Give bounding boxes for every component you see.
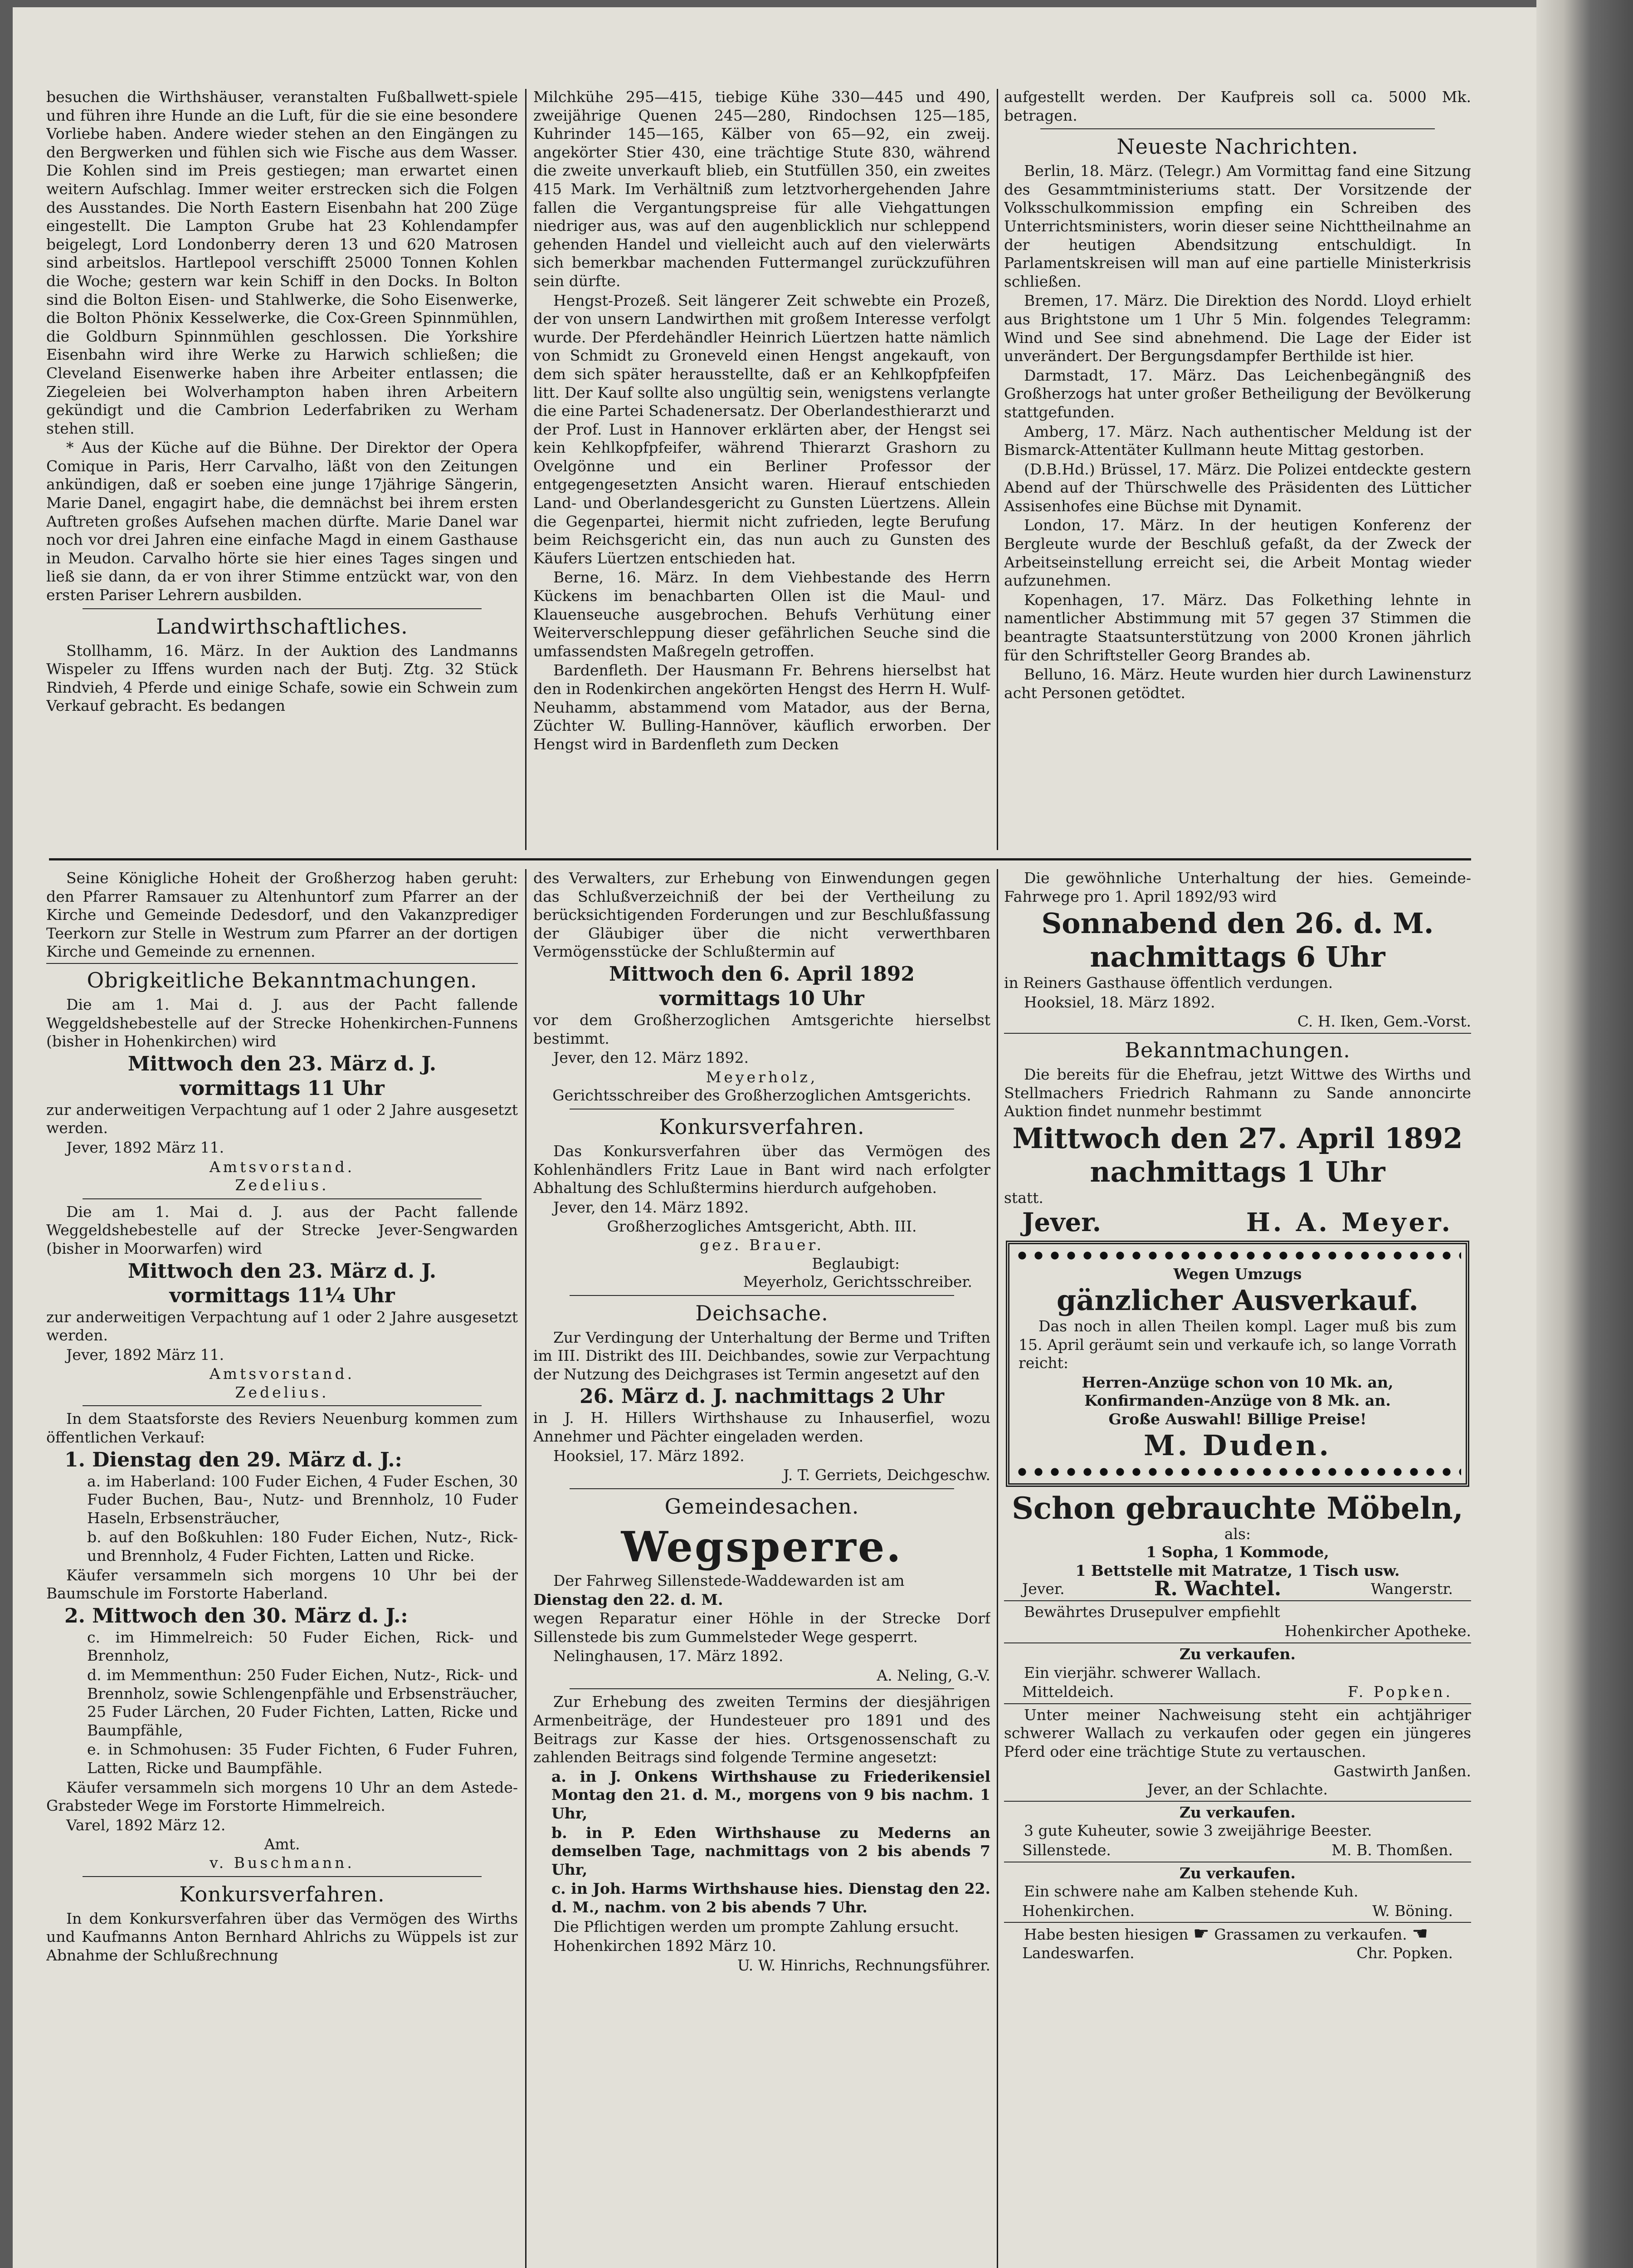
bottom-column-1 — [46, 869, 518, 2268]
paragraph-prices: Milchkühe 295—415, tiebige Kühe 330—445 und 490, zweijährige Quenen 245—280, Rindochsen 125—185, Kuhrinder 145—165, Kälber von 65—92, ein zweij. angekörter Stier 430, eine trächtige Stute 830, während die zweite unverkauft blieb, ein Stutfüllen 350, ein zweites 415 Mark. Im Verhältniß zum letztvorhergehenden Jahre fallen die Vergantungspreise für alle Viehgattungen niedriger aus, was auf den augenblicklich nur schleppend gehenden Handel und vielleicht auch auf den vielerwärts sich bemerkbar machenden Futtermangel zurückzuführen sein dürfte. — [533, 88, 990, 290]
staatsforst-text: In dem Staatsforste des Reviers Neuenburg kommen zum öffentlichen Verkauf: — [46, 1410, 518, 1447]
ausv-sig: M. Duden. — [1143, 1428, 1332, 1462]
ausv-line-3: Große Auswahl! Billige Preise! — [1108, 1410, 1367, 1428]
rahmann-place: Jever. — [1022, 1207, 1102, 1238]
bekannt-heading: Bekanntmachungen. — [1125, 1037, 1350, 1062]
column-rule — [525, 89, 526, 850]
top-column-1 — [46, 88, 518, 850]
forst-amt: Amt. — [264, 1835, 300, 1853]
armen-a: a. in J. Onkens Wirthshause zu Friederikensiel Montag den 21. d. M., morgens von 9 bis nachm. 1 Uhr, — [551, 1767, 990, 1822]
newspaper-page — [13, 7, 1536, 2268]
ausverkauf-ad — [1006, 1241, 1469, 1486]
divider — [1004, 1642, 1471, 1643]
paragraph-grossherzog: Seine Königliche Hoheit der Großherzog haben geruht: den Pfarrer Ramsauer zu Altenhuntorf zum Pfarrer an der Kirche und Gemeinde Dedesdorf, und den Vakanzprediger Teerkorn zur Stelle in Westrum zum Pfarrer an der dortigen Kirche und Gemeinde zu ernennen. — [46, 869, 518, 961]
konk2-text: Das Konkursverfahren über das Vermögen des Kohlenhändlers Fritz Laue in Bant wird nach erfolgter Abhaltung des Schlußtermins hierdurch aufgehoben. — [533, 1142, 990, 1197]
paragraph-berne: Berne, 16. März. In dem Viehbestande des Herrn Kückens im benachbarten Ollen ist die Maul- und Klauenseuche ausgebrochen. Behufs Verhütung einer Weiterverschleppung dieser gefährlichen Seuche sind die umfassendsten Maßregeln getroffen. — [533, 568, 990, 660]
c2-sig-1: Meyerholz, — [706, 1068, 818, 1086]
nachweis-sig: Gastwirth Janßen. — [1333, 1762, 1471, 1780]
forst-sig: v. Buschmann. — [210, 1853, 355, 1872]
fahr-place: Hooksiel, 18. März 1892. — [1024, 993, 1215, 1011]
konk1-text: In dem Konkursverfahren über das Vermögen des Wirths und Kaufmanns Anton Bernhard Ahlrichs zu Wüppels ist zur Abnahme der Schlußrechnung — [46, 1909, 518, 1964]
divider — [1004, 1801, 1471, 1802]
fahr-date-1: Sonnabend den 26. d. M. — [1041, 907, 1434, 940]
armen-rest: Die Pflichtigen werden um prompte Zahlung ersucht. — [553, 1917, 959, 1936]
moebel-sig-row — [1004, 1577, 1471, 1601]
moebel-als: als: — [1224, 1525, 1251, 1543]
rahmann-date: Mittwoch den 27. April 1892 — [1012, 1121, 1463, 1155]
pointing-hand-icon: ☚ — [1412, 1923, 1428, 1945]
divider — [83, 1198, 482, 1199]
kuh-place: Sillenstede. — [1022, 1841, 1111, 1859]
ob1-place: Jever, 1892 März 11. — [66, 1138, 224, 1156]
ob1-rest: zur anderweitigen Verpachtung auf 1 oder 2 Jahre ausgesetzt werden. — [46, 1100, 518, 1137]
deich-sig: J. T. Gerriets, Deichgeschw. — [783, 1466, 990, 1484]
konk2-sig: Meyerholz, Gerichtsschreiber. — [743, 1273, 972, 1291]
armen-c: c. in Joh. Harms Wirthshause hies. Dienstag den 22. d. M., nachm. von 2 bis abends 7 Uhr. — [551, 1880, 990, 1916]
fahr-date-2: nachmittags 6 Uhr — [1090, 940, 1385, 974]
wegsperre-title: Wegsperre. — [621, 1522, 903, 1571]
fahr-sig: C. H. Iken, Gem.-Vorst. — [1297, 1012, 1471, 1031]
divider — [570, 1295, 954, 1296]
ob2-rest: zur anderweitigen Verpachtung auf 1 oder 2 Jahre ausgesetzt werden. — [46, 1308, 518, 1344]
kuh2-sig-row — [1004, 1902, 1471, 1921]
weg-text-2: wegen Reparatur einer Höhle in der Strecke Dorf Sillenstede bis zum Gummelsteder Wege gesperrt. — [533, 1609, 990, 1646]
druse-text: Bewährtes Drusepulver empfiehlt — [1024, 1603, 1280, 1621]
deich-rest: in J. H. Hillers Wirthshause zu Inhauserfiel, wozu Annehmer und Pächter eingeladen werden. — [533, 1409, 990, 1446]
moebel-street: Wangerstr. — [1370, 1580, 1453, 1598]
ausv-title: gänzlicher Ausverkauf. — [1057, 1283, 1419, 1317]
konk2-gez: gez. Brauer. — [699, 1236, 824, 1254]
ob2-sig: Zedelius. — [235, 1383, 329, 1401]
ob1-time: vormittags 11 Uhr — [180, 1076, 385, 1100]
wallach-sig: F. Popken. — [1348, 1683, 1453, 1701]
deich-text: Zur Verdingung der Unterhaltung der Berme und Triften im III. Distrikt des III. Deichbandes, sowie zur Verpachtung der Nutzung des Deichgrases ist Termin angesetzt auf den — [533, 1328, 990, 1383]
divider — [83, 1876, 482, 1877]
kuh2-text: Ein schwere nahe am Kalben stehende Kuh. — [1024, 1882, 1359, 1901]
c2-date: Mittwoch den 6. April 1892 — [609, 962, 915, 986]
konk2-heading: Konkursverfahren. — [659, 1114, 865, 1139]
ob2-text: Die am 1. Mai d. J. aus der Pacht fallende Weggeldshebestelle auf der Strecke Jever-Sengwarden (bisher in Moorwarfen) wird — [46, 1202, 518, 1257]
kuh-sig-row — [1004, 1841, 1471, 1860]
konk2-court: Großherzogliches Amtsgericht, Abth. III. — [607, 1217, 917, 1236]
ob1-text: Die am 1. Mai d. J. aus der Pacht fallende Weggeldshebestelle auf der Strecke Hohenkirchen-Funnens (bisher in Hohenkirchen) wird — [46, 995, 518, 1051]
divider — [1004, 1922, 1471, 1923]
kuh2-sig: W. Böning. — [1372, 1901, 1453, 1920]
divider — [46, 963, 518, 964]
moebel-sig: R. Wachtel. — [1154, 1577, 1282, 1601]
news-london: London, 17. März. In der heutigen Konferenz der Bergleute wurde der Beschluß gefaßt, da der Zweck der Arbeitseinstellung erreicht sei, die Arbeit Montag wieder aufzunehmen. — [1004, 516, 1471, 590]
konk2-begl: Beglaubigt: — [812, 1254, 900, 1272]
ob1-sig: Zedelius. — [235, 1176, 329, 1194]
forst-kaeufer-1: Käufer versammeln sich morgens 10 Uhr bei der Baumschule im Forstorte Haberland. — [46, 1566, 518, 1603]
moebel-line-2: 1 Bettstelle mit Matratze, 1 Tisch usw. — [1075, 1561, 1400, 1579]
armen-text: Zur Erhebung des zweiten Termins der diesjährigen Armenbeiträge, der Hundesteuer pro 1891 und des Beitrags zur Kasse der hies. Ortsgenossenschaft zu zahlenden Beitrags sind folgende Termine angesetzt: — [533, 1693, 990, 1766]
column-rule — [997, 869, 998, 2268]
gras-sig: Chr. Popken. — [1356, 1944, 1453, 1962]
deich-date: 26. März d. J. nachmittags 2 Uhr — [579, 1385, 945, 1408]
ob2-time: vormittags 11¼ Uhr — [169, 1284, 395, 1307]
c2-time: vormittags 10 Uhr — [659, 987, 864, 1010]
paragraph-carvalho: * Aus der Küche auf die Bühne. Der Direktor der Opera Comique in Paris, Herr Carvalho, läßt von den Zeitungen ankündigen, daß er soeben eine junge 17jährige Sängerin, Marie Danel, engagirt habe, die demnächst bei ihrem ersten Auftreten großes Aufsehen machen dürfte. Marie Danel war noch vor drei Jahren eine einfache Magd in einem Gasthause in Meudon. Carvalho hörte sie hier eines Tages singen und ließ sie dann, da er von ihrer Stimme entzückt war, von den ersten Pariser Lehrern ausbilden. — [46, 439, 518, 604]
ob1-date: Mittwoch den 23. März d. J. — [127, 1052, 437, 1075]
paragraph-bardenfleth: Bardenfleth. Der Hausmann Fr. Behrens hierselbst hat den in Rodenkirchen angekörten Hengst des Herrn H. Wulf-Neuhamm, abstammend vom Matador, aus der Berna, Züchter W. Bulling-Hannöver, käuflich erworben. Der Hengst wird in Bardenfleth zum Decken — [533, 661, 990, 753]
forst-dienstag: 1. Dienstag den 29. März d. J.: — [64, 1448, 402, 1471]
bottom-column-3 — [1004, 869, 1471, 2268]
c2-rest: vor dem Großherzoglichen Amtsgerichte hierselbst bestimmt. — [533, 1011, 990, 1047]
verk-heading-2: Zu verkaufen. — [1179, 1803, 1296, 1821]
ob2-amt: Amtsvorstand. — [209, 1365, 355, 1383]
moebel-heading: Schon gebrauchte Möbeln, — [1012, 1490, 1463, 1526]
news-belluno: Belluno, 16. März. Heute wurden hier durch Lawinensturz acht Personen getödtet. — [1004, 665, 1471, 702]
armen-sig: U. W. Hinrichs, Rechnungsführer. — [737, 1956, 990, 1974]
forst-place: Varel, 1892 März 12. — [66, 1816, 226, 1834]
news-berlin: Berlin, 18. März. (Telegr.) Am Vormittag fand eine Sitzung des Gesammtministeriums statt. Der Vorsitzende der Volksschulkommission empfing ein Schreiben des Unterrichtsministers, worin dieser seine Nichttheilnahme an der heutigen Abendsitzung entschuldigt. In Parlamentskreisen will man auf eine partielle Ministerkrisis schließen. — [1004, 162, 1471, 290]
rahmann-statt: statt. — [1004, 1188, 1043, 1207]
moebel-place: Jever. — [1022, 1580, 1065, 1598]
forst-e: e. in Schmohusen: 35 Fuder Fichten, 6 Fuder Fuhren, Latten, Ricke und Baumpfähle. — [87, 1740, 518, 1777]
forst-a: a. im Haberland: 100 Fuder Eichen, 4 Fuder Eschen, 30 Fuder Buchen, Bau-, Nutz- und Brennholz, 10 Fuder Haseln, Erbsensträucher, — [87, 1472, 518, 1527]
ornament-border-icon — [1014, 1465, 1461, 1479]
forst-mittwoch: 2. Mittwoch den 30. März d. J.: — [64, 1604, 408, 1628]
weg-place: Nelinghausen, 17. März 1892. — [553, 1647, 784, 1665]
bottom-column-2 — [533, 869, 990, 2268]
fahr-rest: in Reiners Gasthause öffentlich verdungen. — [1004, 974, 1333, 992]
gras-text-2: Grassamen zu verkaufen. — [1214, 1926, 1407, 1944]
forst-c: c. im Himmelreich: 50 Fuder Eichen, Rick- und Brennholz, — [87, 1628, 518, 1665]
divider — [1040, 128, 1435, 129]
konk1-heading: Konkursverfahren. — [179, 1882, 385, 1906]
column-rule — [997, 89, 998, 850]
top-column-3 — [1004, 88, 1471, 850]
paragraph-hengst: Hengst-Prozeß. Seit längerer Zeit schwebte ein Prozeß, der von unsern Landwirthen mit großem Interesse verfolgt wurde. Der Pferdehändler Heinrich Lüertzen hatte nämlich von Schmidt zu Groneveld einen Hengst angekauft, von dem sich später herausstellte, daß er an Kehlkopfpfeifen litt. Der Kauf sollte also ungültig sein, wenigstens verlangte die eine Partei Schadenersatz. Der Oberlandesthierarzt und der Prof. Lust in Hannover erklärten aber, der Hengst sei kein Kehlkopfpfeifer, während Thierarzt Grashorn zu Ovelgönne und ein Berliner Professor der entgegengesetzten Ansicht waren. Hierauf entschieden Land- und Oberlandesgericht zu Gunsten Lüertzens. Allein die Gegenpartei, hiermit nicht zufrieden, legte Berufung beim Reichsgericht ein, das nun auch zu Gunsten des Käufers Lüertzen entschieden hat. — [533, 291, 990, 567]
weg-text-1: Der Fahrweg Sillenstede-Waddewarden ist am — [553, 1571, 905, 1589]
weg-date: Dienstag den 22. d. M. — [533, 1591, 723, 1609]
ob2-date: Mittwoch den 23. März d. J. — [127, 1259, 437, 1283]
gras-row — [1004, 1925, 1471, 1944]
forst-d: d. im Memmenthun: 250 Fuder Eichen, Nutz-, Rick- und Brennholz, sowie Schlengenpfähle und Erbsensträucher, 25 Fuder Lärchen, 20 Fuder Fichten, Latten, Ricke und Baumpfähle, — [87, 1666, 518, 1739]
divider — [83, 1405, 482, 1406]
konk2-place: Jever, den 14. März 1892. — [553, 1198, 749, 1216]
section-rule — [49, 858, 1471, 860]
c2-sig-2: Gerichtsschreiber des Großherzoglichen Amtsgerichts. — [552, 1086, 971, 1105]
wallach-text: Ein vierjähr. schwerer Wallach. — [1024, 1663, 1261, 1681]
armen-b: b. in P. Eden Wirthshause zu Mederns an demselben Tage, nachmittags von 2 bis abends 7 Uhr, — [551, 1823, 990, 1878]
rahmann-sig-row — [1004, 1207, 1471, 1238]
divider — [570, 1688, 954, 1689]
rahmann-text: Die bereits für die Ehefrau, jetzt Wittwe des Wirths und Stellmachers Friedrich Rahmann zu Sande annoncirte Auktion findet nunmehr bestimmt — [1004, 1065, 1471, 1120]
scan-edge — [1536, 0, 1633, 2268]
wallach-sig-row — [1004, 1683, 1471, 1701]
paragraph-strike: besuchen die Wirthshäuser, veranstalten Fußballwett-spiele und führen ihre Hunde an die Luft, für die sie eine besondere Vorliebe haben. Andere wieder stehen an den Eingängen zu den Bergwerken und fühlen sich wie Fische aus dem Wasser. Die Kohlen sind im Preis gestiegen; man erwartet einen weitern Aufschlag. Immer weiter erstrecken sich die Folgen des Ausstandes. Die North Eastern Eisenbahn hat 200 Züge eingestellt. Die Lampton Grube hat 23 Kohlendampfer beigelegt, Lord Londonberry deren 13 und 620 Matrosen sind arbeitslos. Hartlepool verschifft 25000 Tonnen Kohlen die Woche; gestern war kein Schiff in den Docks. In Bolton sind die Bolton Eisen- und Stahlwerke, die Soho Eisenwerke, die Bolton Phönix Kesselwerke, die Cox-Green Spinnmühlen, die Goldburn Spinnmühlen geschlossen. Die Yorkshire Eisenbahn wird ihre Werke zu Harwich schließen; die Cleveland Eisenwerke haben ihre Arbeiter entlassen; die Ziegeleien bei Wolverhampton haben ihren Arbeitern gekündigt und die Cambrion Lederfabriken zu Werham stehen still. — [46, 88, 518, 437]
nachweis-text: Unter meiner Nachweisung steht ein achtjähriger schwerer Wallach zu verkaufen oder gegen ein jüngeres Pferd oder eine trächtige Stute zu vertauschen. — [1004, 1706, 1471, 1761]
paragraph-stollhamm: Stollhamm, 16. März. In der Auktion des Landmanns Wispeler zu Iffens wurden nach der Butj. Ztg. 32 Stück Rindvieh, 4 Pferde und einige Schafe, sowie ein Schwein zum Verkauf gebracht. Es bedangen — [46, 641, 518, 715]
rahmann-time: nachmittags 1 Uhr — [1090, 1155, 1385, 1188]
ausv-line-1: Herren-Anzüge schon von 10 Mk. an, — [1082, 1373, 1394, 1391]
obrig-heading: Obrigkeitliche Bekanntmachungen. — [87, 968, 478, 992]
nachweis-place: Jever, an der Schlachte. — [1147, 1780, 1328, 1799]
druse-sig: Hohenkircher Apotheke. — [1284, 1622, 1471, 1640]
forst-b: b. auf den Boßkuhlen: 180 Fuder Eichen, Nutz-, Rick- und Brennholz, 4 Fuder Fichten, Latten und Ricke. — [87, 1528, 518, 1565]
deich-heading: Deichsache. — [695, 1300, 829, 1325]
c2-place: Jever, den 12. März 1892. — [553, 1049, 749, 1067]
gemeinde-heading: Gemeindesachen. — [664, 1494, 859, 1519]
ausv-text: Das noch in allen Theilen kompl. Lager muß bis zum 15. April geräumt sein und verkaufe ich, so lange Vorrath reicht: — [1019, 1317, 1457, 1372]
wallach-place: Mitteldeich. — [1022, 1683, 1114, 1701]
weg-sig: A. Neling, G.-V. — [877, 1666, 990, 1684]
news-darmstadt: Darmstadt, 17. März. Das Leichenbegängniß des Großherzogs hat unter großer Betheiligung der Bevölkerung stattgefunden. — [1004, 366, 1471, 421]
ausv-line-2: Konfirmanden-Anzüge von 8 Mk. an. — [1084, 1392, 1391, 1410]
gras-sig-row — [1004, 1944, 1471, 1963]
armen-place: Hohenkirchen 1892 März 10. — [553, 1937, 777, 1955]
news-bruessel: (D.B.Hd.) Brüssel, 17. März. Die Polizei entdeckte gestern Abend auf der Thürschwelle des Präsidenten des Lütticher Assisenhofes eine Büchse mit Dynamit. — [1004, 460, 1471, 515]
moebel-line-1: 1 Sopha, 1 Kommode, — [1146, 1543, 1329, 1561]
news-amberg: Amberg, 17. März. Nach authentischer Meldung ist der Bismarck-Attentäter Kullmann heute Mittag gestorben. — [1004, 422, 1471, 459]
fahrwege-text: Die gewöhnliche Unterhaltung der hies. Gemeinde-Fahrwege pro 1. April 1892/93 wird — [1004, 869, 1471, 905]
divider — [1004, 1703, 1471, 1704]
top-column-2 — [533, 88, 990, 850]
news-heading: Neueste Nachrichten. — [1116, 134, 1359, 159]
news-kopenhagen: Kopenhagen, 17. März. Das Folkething lehnte in namentlicher Abstimmung mit 57 gegen 37 Stimmen die beantragte Staatsunterstützung von 2000 Kronen jährlich für den Schriftsteller Georg Brandes ab. — [1004, 591, 1471, 664]
divider — [1004, 1600, 1471, 1601]
divider — [570, 1109, 954, 1110]
pointing-hand-icon: ☛ — [1193, 1923, 1209, 1945]
rahmann-sig: H. A. Meyer. — [1246, 1207, 1453, 1238]
c2-lead: des Verwalters, zur Erhebung von Einwendungen gegen das Schlußverzeichniß der bei der Vertheilung zu berücksichtigenden Forderungen und zur Beschlußfassung der Gläubiger über die nicht verwerthbaren Vermögensstücke der Schlußtermin auf — [533, 869, 990, 961]
divider — [1004, 1033, 1471, 1034]
landwirth-heading: Landwirthschaftliches. — [156, 614, 408, 639]
ob2-place: Jever, 1892 März 11. — [66, 1345, 224, 1364]
divider — [570, 1488, 954, 1489]
gras-place: Landeswarfen. — [1022, 1944, 1135, 1962]
ob1-amt: Amtsvorstand. — [209, 1158, 355, 1176]
deich-place: Hooksiel, 17. März 1892. — [553, 1447, 745, 1465]
kuh2-place: Hohenkirchen. — [1022, 1901, 1135, 1920]
ornament-border-icon — [1014, 1249, 1461, 1262]
forst-kaeufer-2: Käufer versammeln sich morgens 10 Uhr an dem Astede-Grabsteder Wege im Forstorte Himmelreich. — [46, 1778, 518, 1815]
divider — [83, 608, 482, 609]
kuh-sig: M. B. Thomßen. — [1331, 1841, 1453, 1859]
column-rule — [525, 869, 526, 2268]
verk-heading-3: Zu verkaufen. — [1179, 1864, 1296, 1882]
kuh-text: 3 gute Kuheuter, sowie 3 zweijährige Beester. — [1024, 1822, 1372, 1840]
news-bremen: Bremen, 17. März. Die Direktion des Nordd. Lloyd erhielt aus Brightstone um 1 Uhr 5 Min. folgendes Telegramm: Wind und See sind abnehmend. Die Lage der Eider ist unverändert. Der Bergungsdampfer Berthilde ist hier. — [1004, 292, 1471, 365]
paragraph-kaufpreis: aufgestellt werden. Der Kaufpreis soll ca. 5000 Mk. betragen. — [1004, 88, 1471, 124]
verk-heading-1: Zu verkaufen. — [1179, 1645, 1296, 1663]
gras-text: Habe besten hiesigen — [1024, 1926, 1189, 1944]
ausv-top: Wegen Umzugs — [1173, 1265, 1302, 1283]
